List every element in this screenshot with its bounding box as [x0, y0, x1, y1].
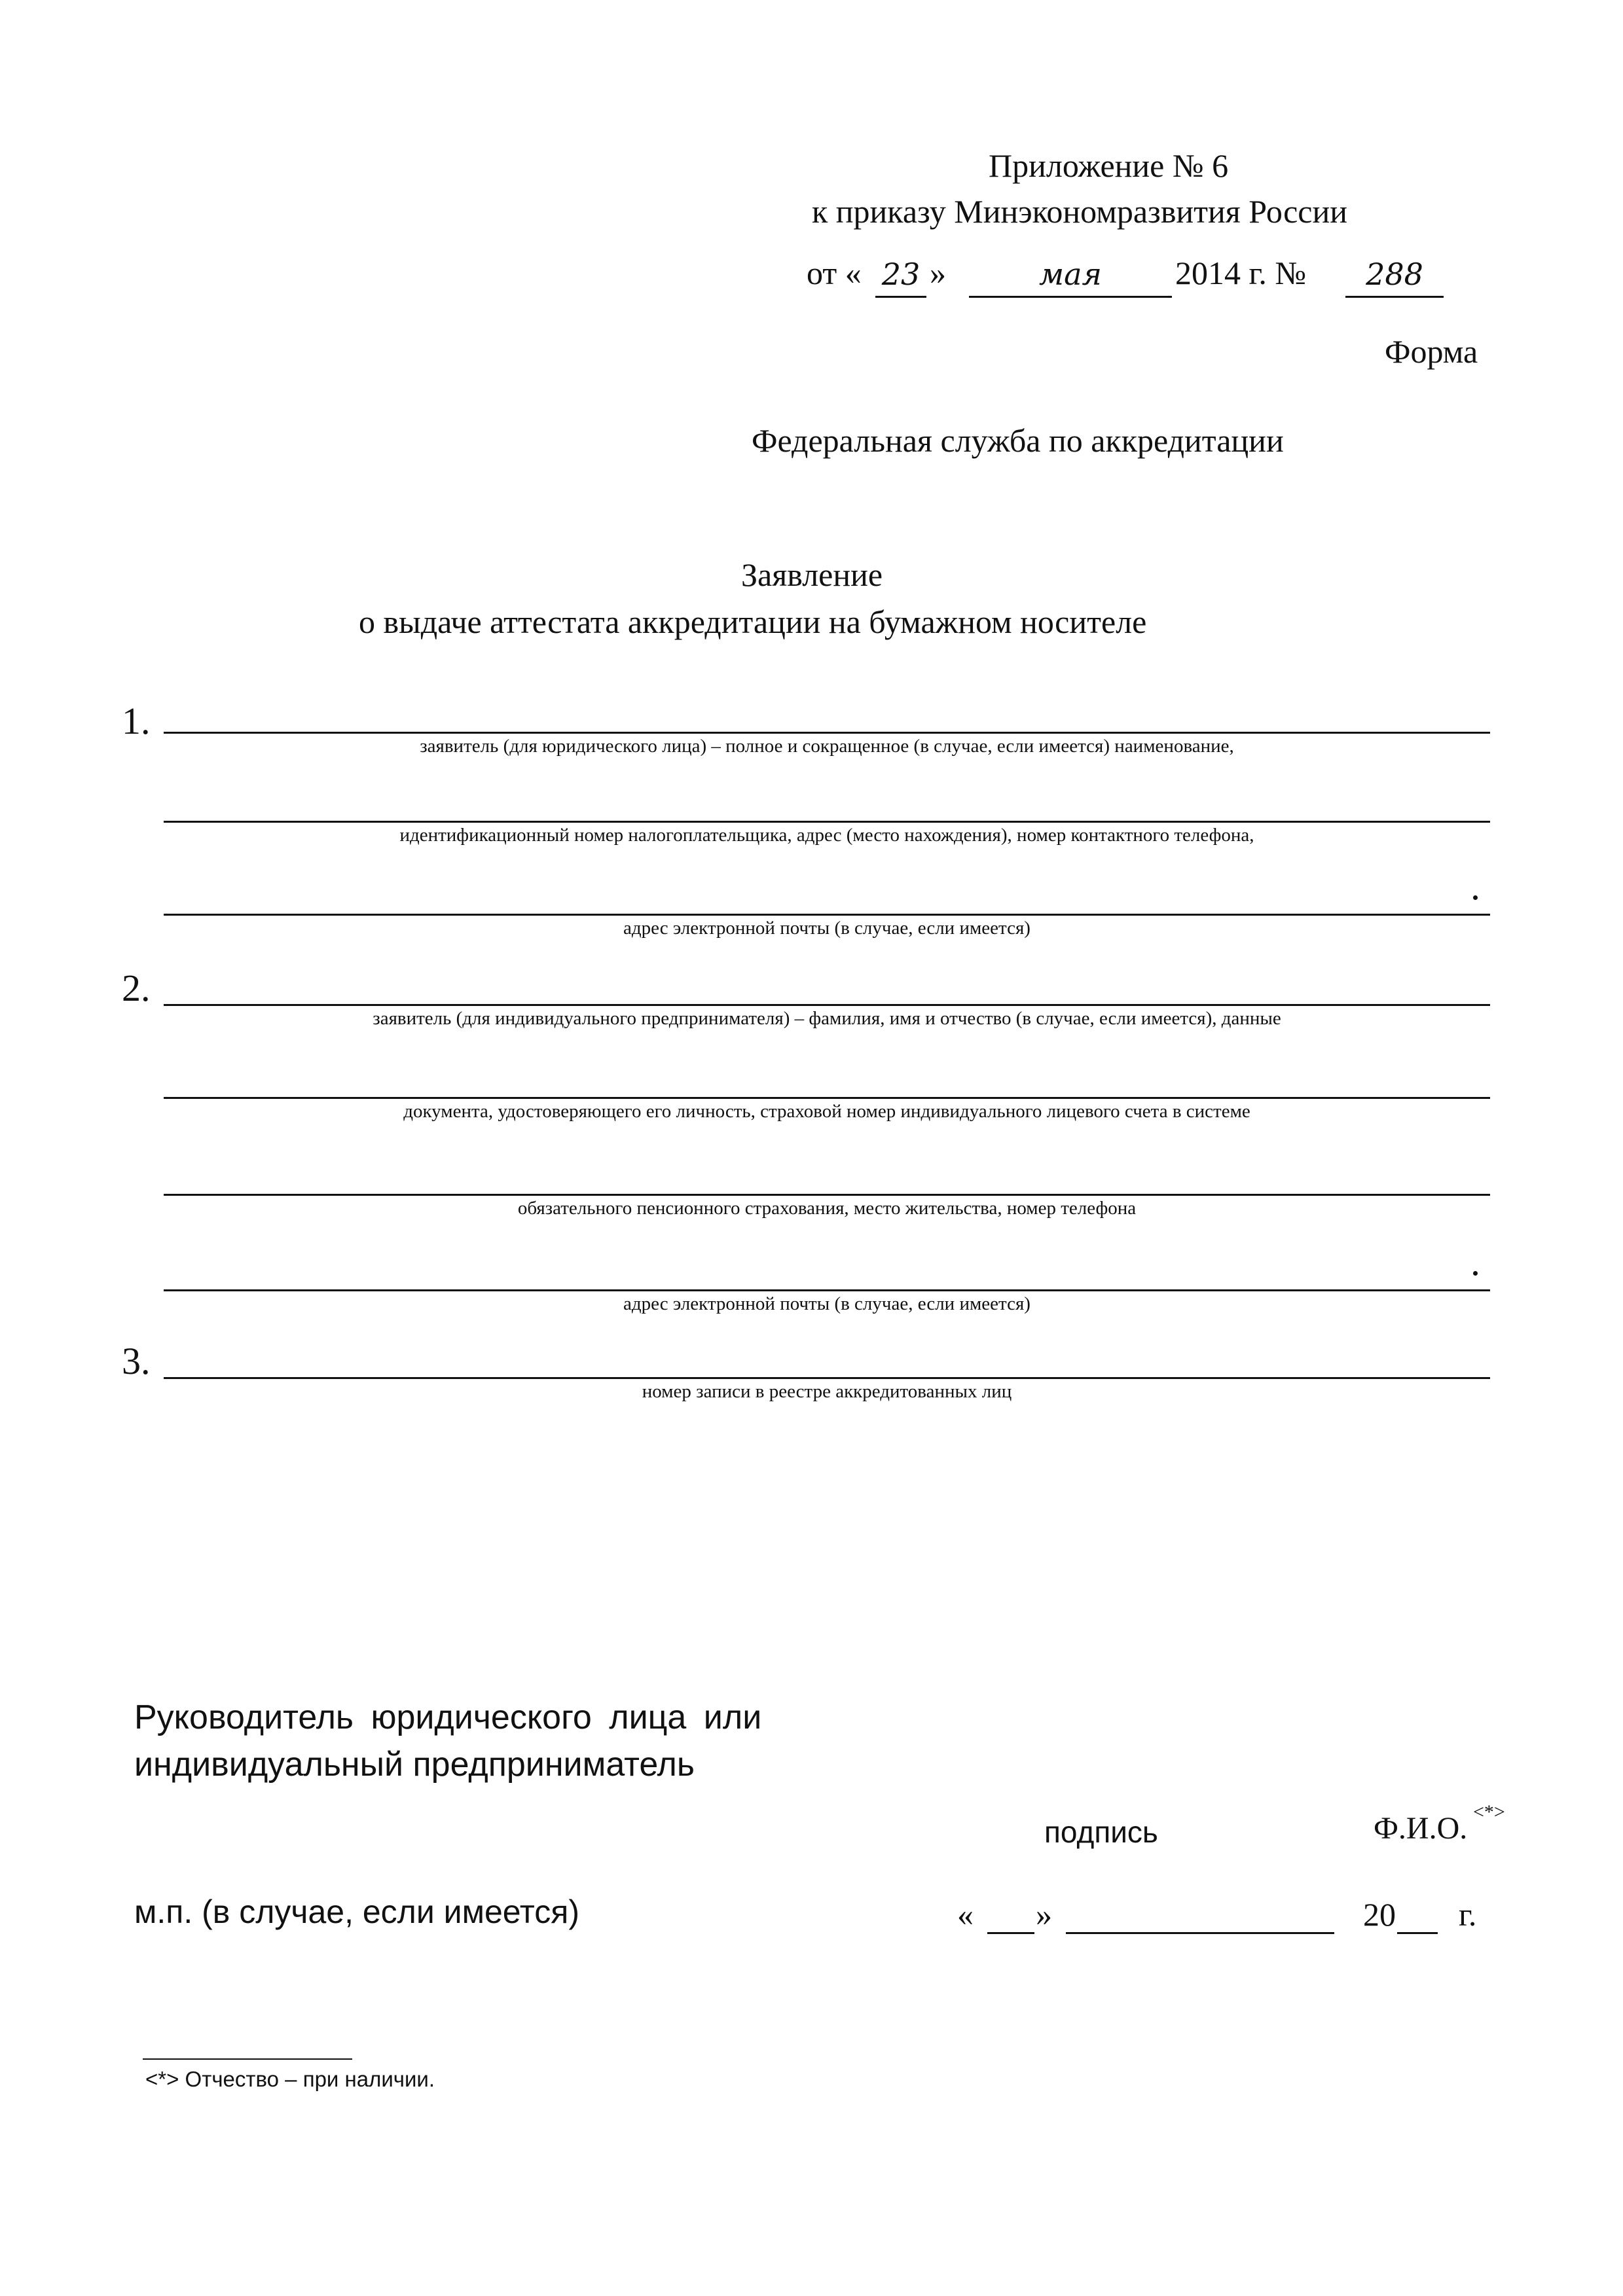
order-number-field[interactable]	[1345, 243, 1444, 298]
section-1-field-2[interactable]	[164, 821, 1490, 823]
day-field[interactable]	[875, 243, 926, 298]
sign-date-close: »	[1036, 1896, 1052, 1933]
section-2-end-dot	[1473, 1271, 1478, 1276]
signature-label: подпись	[1044, 1815, 1158, 1849]
section-2-field-2[interactable]	[164, 1097, 1490, 1099]
section-1-number: 1.	[122, 700, 151, 742]
sign-day-field[interactable]	[987, 1898, 1034, 1934]
section-2-number: 2.	[122, 967, 151, 1009]
footnote-text: <*> Отчество – при наличии.	[145, 2067, 435, 2091]
sign-year-field[interactable]	[1397, 1898, 1438, 1934]
section-1-field-1[interactable]	[164, 732, 1490, 734]
day-value: 23	[881, 257, 921, 292]
sign-year-prefix: 20	[1363, 1896, 1396, 1933]
signer-role-line-1: Руководитель юридического лица или	[134, 1698, 762, 1736]
date-prefix: от «	[807, 255, 862, 291]
document-subtitle: о выдаче аттестата аккредитации на бумажном носителе	[359, 603, 1147, 640]
sign-date-open: «	[957, 1896, 974, 1933]
section-2-caption-4: адрес электронной почты (в случае, если имеется)	[623, 1293, 1030, 1314]
annex-title: Приложение № 6	[989, 147, 1229, 184]
form-label: Форма	[1385, 333, 1478, 370]
signer-role-line-2: индивидуальный предприниматель	[134, 1746, 695, 1784]
section-1-field-3[interactable]	[164, 914, 1490, 916]
date-mid: »	[930, 255, 946, 291]
section-1-end-dot	[1473, 895, 1478, 900]
document-title: Заявление	[741, 556, 883, 593]
name-label: Ф.И.О.	[1374, 1811, 1468, 1846]
month-field[interactable]	[969, 243, 1172, 298]
section-1-caption-2: идентификационный номер налогоплательщика, адрес (место нахождения), номер контактного телефона,	[399, 825, 1254, 846]
section-2-field-3[interactable]	[164, 1194, 1490, 1196]
name-footnote-marker: <*>	[1473, 1801, 1505, 1823]
section-1-caption-1: заявитель (для юридического лица) – полное и сокращенное (в случае, если имеется) наименование,	[420, 736, 1234, 757]
order-number-value: 288	[1366, 257, 1423, 292]
month-value: мая	[1038, 257, 1103, 292]
stamp-label: м.п. (в случае, если имеется)	[134, 1893, 579, 1930]
section-2-caption-2: документа, удостоверяющего его личность, страховой номер индивидуального лицевого счета в системе	[403, 1101, 1250, 1122]
section-3-field-1[interactable]	[164, 1377, 1490, 1379]
section-3-number: 3.	[122, 1340, 151, 1382]
annex-order: к приказу Минэкономразвития России	[812, 193, 1347, 230]
year-number-label: 2014 г. №	[1175, 255, 1307, 291]
sign-month-field[interactable]	[1066, 1898, 1334, 1934]
footnote-separator	[143, 2058, 352, 2060]
section-3-caption-1: номер записи в реестре аккредитованных лиц	[642, 1381, 1012, 1402]
section-2-field-1[interactable]	[164, 1004, 1490, 1006]
section-1-caption-3: адрес электронной почты (в случае, если имеется)	[623, 918, 1030, 939]
sign-year-suffix: г.	[1459, 1896, 1477, 1933]
agency-name: Федеральная служба по аккредитации	[752, 422, 1284, 459]
section-2-field-4[interactable]	[164, 1289, 1490, 1291]
section-2-caption-1: заявитель (для индивидуального предпринимателя) – фамилия, имя и отчество (в случае, если имеется), данные	[373, 1008, 1281, 1029]
section-2-caption-3: обязательного пенсионного страхования, место жительства, номер телефона	[517, 1198, 1137, 1219]
